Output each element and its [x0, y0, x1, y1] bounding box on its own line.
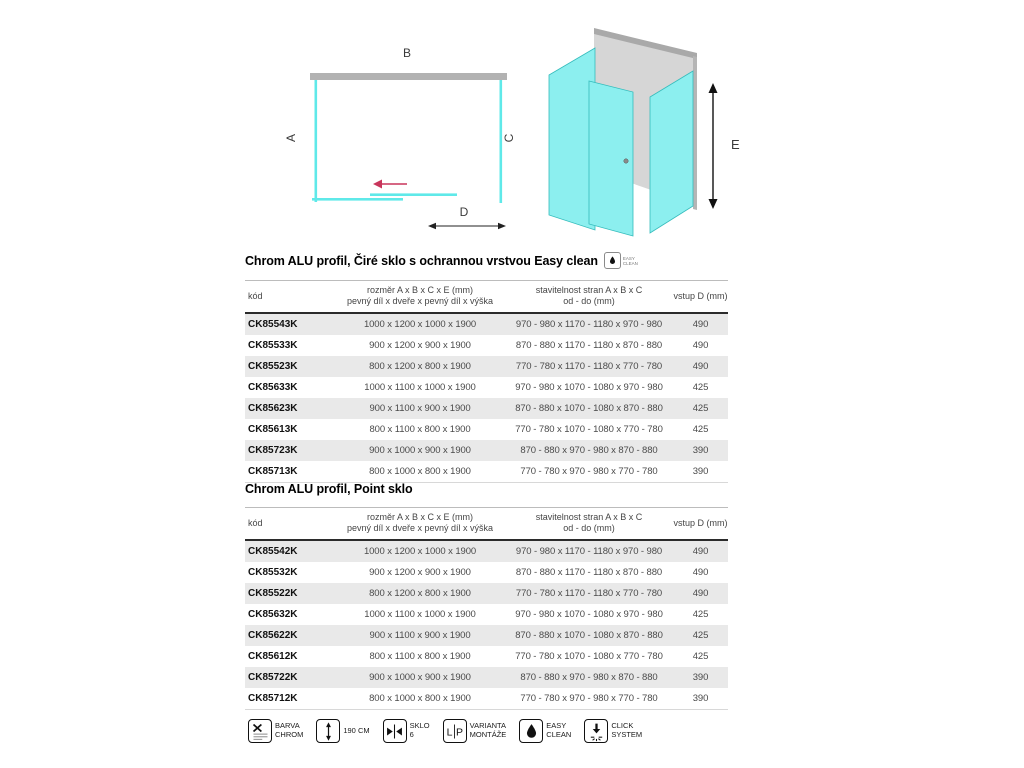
table-row: [245, 377, 728, 398]
feature-label: SKLO 6: [409, 721, 430, 739]
table-row: [245, 604, 728, 625]
table-row: [245, 625, 728, 646]
col-header-adjust: stavitelnost stran A x B x C od - do (mm): [535, 285, 643, 306]
iso-label-e: E: [731, 137, 740, 152]
table-body: [245, 541, 728, 710]
glass-thickness-icon: [383, 719, 407, 743]
table-cell: 870 - 880 x 970 - 980 x 870 - 880: [520, 445, 658, 456]
feature-icons-row: [248, 719, 655, 743]
table-cell: 800 x 1000 x 800 x 1900: [369, 693, 471, 704]
height-arrow-icon: [316, 719, 340, 743]
table-row: [245, 583, 728, 604]
plan-label-c: C: [502, 133, 516, 143]
table-cell: 900 x 1100 x 900 x 1900: [369, 630, 471, 641]
product-code-cell: CK85622K: [248, 630, 298, 641]
table-cell: 425: [692, 403, 709, 414]
table-cell: 900 x 1200 x 900 x 1900: [369, 340, 471, 351]
droplet-icon: [519, 719, 543, 743]
product-code-cell: CK85523K: [248, 361, 298, 372]
back-wall-right-edge: [693, 56, 697, 210]
table-cell: 490: [692, 340, 709, 351]
table-cell: 770 - 780 x 1170 - 1180 x 770 - 780: [515, 588, 663, 599]
table-cell: 800 x 1200 x 800 x 1900: [369, 588, 471, 599]
col-header-adjust: stavitelnost stran A x B x C od - do (mm): [535, 512, 643, 533]
table-row: [245, 314, 728, 335]
table-cell: 425: [692, 630, 709, 641]
product-code-cell: CK85543K: [248, 319, 298, 330]
table-cell: 1000 x 1100 x 1000 x 1900: [364, 382, 476, 393]
col-header-size: rozměr A x B x C x E (mm) pevný díl x dveře x pevný díl x výška: [346, 512, 494, 533]
table-row: [245, 562, 728, 583]
feature-label: BARVA CHROM: [275, 721, 304, 739]
table-section-point: [245, 482, 728, 710]
lp-variant-icon: [443, 719, 467, 743]
product-code-cell: CK85533K: [248, 340, 298, 351]
table-cell: 970 - 980 x 1170 - 1180 x 970 - 980: [515, 546, 663, 557]
table-cell: 490: [692, 588, 709, 599]
table-cell: 425: [692, 424, 709, 435]
table-cell: 770 - 780 x 1170 - 1180 x 770 - 780: [515, 361, 663, 372]
table-row: [245, 688, 728, 709]
feature-label: CLICK SYSTEM: [611, 721, 643, 739]
glass-fixed-front-line: [312, 198, 403, 201]
table-row: [245, 335, 728, 356]
table-cell: 870 - 880 x 1170 - 1180 x 870 - 880: [515, 567, 663, 578]
dimension-arrow-d: [428, 223, 506, 229]
iso-diagram: [530, 20, 760, 240]
svg-text:L: L: [446, 725, 453, 738]
table-cell: 390: [692, 466, 709, 477]
table-title-text: Chrom ALU profil, Point sklo: [245, 482, 413, 496]
table-cell: 490: [692, 546, 709, 557]
table-row: [245, 667, 728, 688]
table-cell: 800 x 1100 x 800 x 1900: [369, 424, 471, 435]
feature-varianta-montaze: [443, 719, 507, 743]
glass-panel-right: [650, 71, 693, 233]
glass-door-line: [370, 193, 457, 196]
table-cell: 770 - 780 x 970 - 980 x 770 - 780: [520, 466, 658, 477]
table-cell: 1000 x 1200 x 1000 x 1900: [363, 546, 477, 557]
table-cell: 425: [692, 609, 709, 620]
table-section-easy-clean: [245, 252, 728, 483]
table-cell: 490: [692, 567, 709, 578]
table-row: [245, 440, 728, 461]
chrome-color-icon: [248, 719, 272, 743]
table-cell: 800 x 1200 x 800 x 1900: [369, 361, 471, 372]
table-body: [245, 314, 728, 483]
table-cell: 770 - 780 x 1070 - 1080 x 770 - 780: [515, 424, 663, 435]
table-cell: 1000 x 1200 x 1000 x 1900: [363, 319, 477, 330]
table-cell: 800 x 1000 x 800 x 1900: [369, 466, 471, 477]
table-cell: 900 x 1100 x 900 x 1900: [369, 403, 471, 414]
table-cell: 970 - 980 x 1070 - 1080 x 970 - 980: [515, 382, 663, 393]
droplet-icon: [604, 252, 621, 269]
table-cell: 425: [692, 651, 709, 662]
table-cell: 425: [692, 382, 709, 393]
table-cell: 900 x 1000 x 900 x 1900: [369, 672, 471, 683]
table-cell: 970 - 980 x 1170 - 1180 x 970 - 980: [515, 319, 663, 330]
glass-side-a-line: [315, 80, 318, 202]
table-cell: 870 - 880 x 1170 - 1180 x 870 - 880: [515, 340, 663, 351]
table-cell: 900 x 1000 x 900 x 1900: [369, 445, 471, 456]
table-cell: 390: [692, 693, 709, 704]
feature-easy-clean: [519, 719, 571, 743]
product-code-cell: CK85713K: [248, 466, 298, 477]
col-header-kod: kód: [248, 290, 263, 301]
col-header-entry: vstup D (mm): [673, 290, 728, 301]
feature-label: EASY CLEAN: [546, 721, 572, 739]
table-cell: 1000 x 1100 x 1000 x 1900: [364, 609, 476, 620]
table-cell: 390: [692, 445, 709, 456]
feature-click-system: [584, 719, 642, 743]
slide-direction-arrow: [373, 180, 407, 189]
easy-clean-badge: [604, 252, 638, 269]
table-row: [245, 461, 728, 482]
wall-bar: [310, 73, 507, 80]
product-code-cell: CK85623K: [248, 403, 298, 414]
product-code-cell: CK85632K: [248, 609, 298, 620]
table-cell: 870 - 880 x 1070 - 1080 x 870 - 880: [515, 403, 663, 414]
product-code-cell: CK85612K: [248, 651, 298, 662]
table-cell: 900 x 1200 x 900 x 1900: [369, 567, 471, 578]
col-header-size: rozměr A x B x C x E (mm) pevný díl x dveře x pevný díl x výška: [346, 285, 494, 306]
table-row: [245, 398, 728, 419]
door-handle: [624, 159, 628, 163]
dimension-arrow-e: [709, 83, 718, 209]
table-cell: 870 - 880 x 1070 - 1080 x 870 - 880: [515, 630, 663, 641]
product-code-cell: CK85542K: [248, 546, 298, 557]
feature-label: 190 CM: [343, 726, 370, 735]
product-code-cell: CK85722K: [248, 672, 298, 683]
table-cell: 490: [692, 319, 709, 330]
table-title: [245, 252, 728, 269]
feature-label: VARIANTA MONTÁŽE: [469, 721, 507, 739]
table-cell: 390: [692, 672, 709, 683]
col-header-kod: kód: [248, 517, 263, 528]
plan-label-b: B: [402, 46, 412, 60]
product-code-cell: CK85522K: [248, 588, 298, 599]
plan-label-a: A: [284, 133, 298, 143]
table-row: [245, 419, 728, 440]
feature-height-190: [316, 719, 369, 743]
feature-barva-chrom: [248, 719, 303, 743]
table-header: [245, 507, 728, 541]
table-title: [245, 482, 728, 496]
click-system-icon: [584, 719, 608, 743]
product-code-cell: CK85723K: [248, 445, 298, 456]
table-row: [245, 356, 728, 377]
product-code-cell: CK85712K: [248, 693, 298, 704]
svg-text:P: P: [456, 725, 464, 738]
table-row: [245, 646, 728, 667]
product-code-cell: CK85633K: [248, 382, 298, 393]
product-code-cell: CK85613K: [248, 424, 298, 435]
table-cell: 770 - 780 x 970 - 980 x 770 - 780: [520, 693, 658, 704]
table-title-text: Chrom ALU profil, Čiré sklo s ochrannou vrstvou Easy clean: [245, 253, 598, 268]
glass-panel-left: [549, 48, 595, 230]
table-cell: 970 - 980 x 1070 - 1080 x 970 - 980: [515, 609, 663, 620]
table-row: [245, 541, 728, 562]
table-cell: 800 x 1100 x 800 x 1900: [369, 651, 471, 662]
table-cell: 490: [692, 361, 709, 372]
col-header-entry: vstup D (mm): [673, 517, 728, 528]
feature-sklo-6: [383, 719, 430, 743]
table-cell: 870 - 880 x 970 - 980 x 870 - 880: [520, 672, 658, 683]
table-cell: 770 - 780 x 1070 - 1080 x 770 - 780: [515, 651, 663, 662]
table-header: [245, 280, 728, 314]
easy-clean-badge-label: EASY CLEAN: [622, 255, 638, 266]
plan-diagram: [240, 30, 540, 240]
plan-label-d: D: [459, 205, 469, 219]
glass-door-panel: [589, 81, 633, 236]
product-code-cell: CK85532K: [248, 567, 298, 578]
